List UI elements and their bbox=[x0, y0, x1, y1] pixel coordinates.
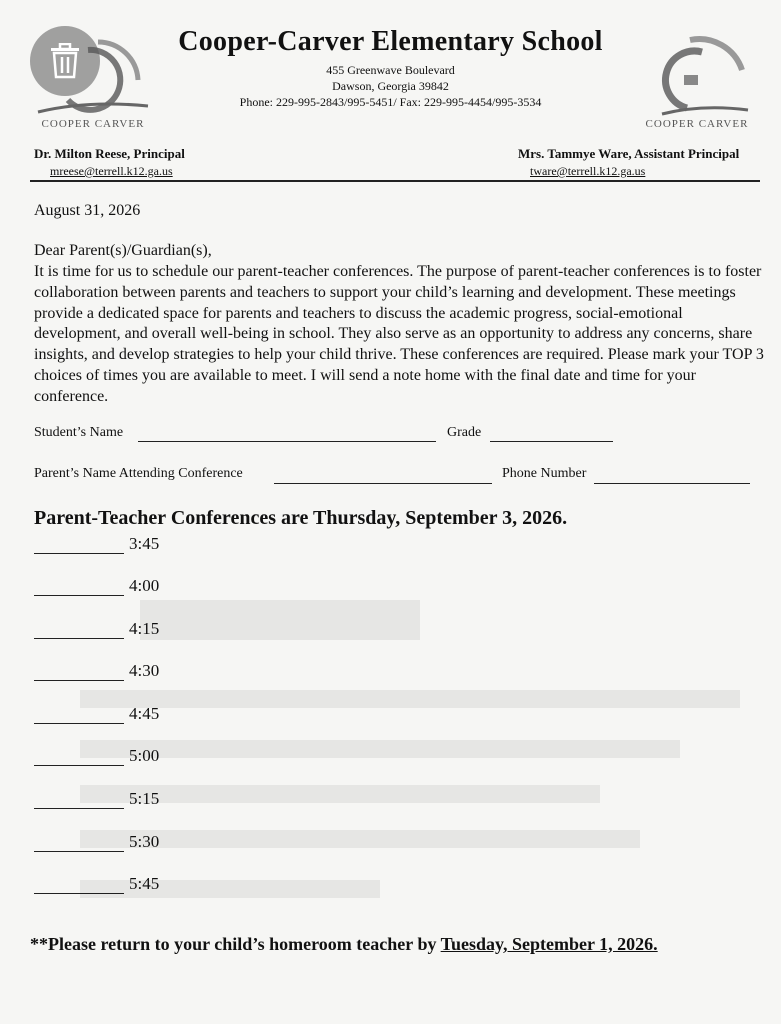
time-slot-label: 5:15 bbox=[129, 789, 160, 808]
time-slot-blank[interactable] bbox=[34, 680, 124, 681]
principal-email[interactable]: mreese@terrell.k12.ga.us bbox=[50, 164, 173, 178]
time-slot-blank[interactable] bbox=[34, 638, 124, 639]
time-slot-blank[interactable] bbox=[34, 851, 124, 852]
parent-info-row bbox=[34, 466, 764, 488]
assistant-principal-name: Mrs. Tammye Ware, Assistant Principal bbox=[518, 146, 740, 161]
return-deadline: Tuesday, September 1, 2026. bbox=[440, 934, 658, 954]
address-line-1: 455 Greenwave Boulevard bbox=[326, 63, 455, 77]
return-note: **Please return to your child’s homeroom teacher by bbox=[30, 934, 437, 954]
logo-text-right: COOPER CARVER bbox=[645, 118, 749, 130]
time-slot[interactable] bbox=[34, 576, 234, 600]
phone-fax-line: Phone: 229-995-2843/995-5451/ Fax: 229-995-4454/995-3534 bbox=[239, 95, 542, 109]
address-line-2: Dawson, Georgia 39842 bbox=[332, 79, 449, 93]
phone-number-label: Phone Number bbox=[502, 466, 587, 481]
time-slot-blank[interactable] bbox=[34, 553, 124, 554]
header-divider bbox=[30, 180, 760, 182]
time-slot-label: 4:30 bbox=[129, 661, 160, 680]
conference-heading: Parent-Teacher Conferences are Thursday, September 3, 2026. bbox=[34, 507, 568, 529]
time-slot-label: 4:45 bbox=[129, 704, 160, 723]
letter-date: August 31, 2026 bbox=[34, 202, 141, 219]
school-name: Cooper-Carver Elementary School bbox=[178, 26, 603, 57]
time-slot-blank[interactable] bbox=[34, 765, 124, 766]
time-slot-label: 3:45 bbox=[129, 534, 160, 553]
assistant-principal-email[interactable]: tware@terrell.k12.ga.us bbox=[530, 164, 646, 178]
time-slot[interactable] bbox=[34, 832, 234, 856]
student-name-field[interactable] bbox=[138, 441, 436, 442]
time-slot-label: 5:00 bbox=[129, 746, 160, 765]
time-slot-label: 5:30 bbox=[129, 832, 160, 851]
time-slot-blank[interactable] bbox=[34, 808, 124, 809]
principal-name: Dr. Milton Reese, Principal bbox=[34, 146, 185, 161]
time-slot[interactable] bbox=[34, 789, 234, 813]
time-slot-blank[interactable] bbox=[34, 723, 124, 724]
salutation: Dear Parent(s)/Guardian(s), bbox=[34, 242, 212, 259]
parent-name-label: Parent’s Name Attending Conference bbox=[34, 466, 243, 481]
time-slot[interactable] bbox=[34, 661, 234, 685]
return-instructions bbox=[30, 934, 658, 955]
time-slot[interactable] bbox=[34, 746, 234, 770]
student-info-row bbox=[34, 425, 764, 447]
grade-field[interactable] bbox=[490, 441, 613, 442]
student-name-label: Student’s Name bbox=[34, 425, 124, 440]
time-slot[interactable] bbox=[34, 874, 234, 898]
time-slot[interactable] bbox=[34, 704, 234, 728]
time-slot-blank[interactable] bbox=[34, 893, 124, 894]
logo-text-left: COOPER CARVER bbox=[41, 118, 145, 130]
letter-body: It is time for us to schedule our parent-teacher conferences. The purpose of parent-teacher conferences is to foster collaboration between parents and teachers to support your child’s learning and development. These meetings provide a dedicated space for parents and teachers to discuss the academic progress, social-emotional development, and overall well-being in school. They also serve as an opportunity to address any concerns, share insights, and develop strategies to help your child thrive. These conferences are required. Please mark your TOP 3 choices of times you are available to meet. I will send a note home with the final date and time for your conference. bbox=[34, 263, 764, 405]
time-slot-label: 5:45 bbox=[129, 874, 160, 893]
parent-name-field[interactable] bbox=[274, 483, 492, 484]
phone-number-field[interactable] bbox=[594, 483, 750, 484]
time-slot[interactable] bbox=[34, 534, 234, 558]
time-slot-blank[interactable] bbox=[34, 595, 124, 596]
time-slot[interactable] bbox=[34, 619, 234, 643]
time-slot-label: 4:15 bbox=[129, 619, 160, 638]
time-slot-label: 4:00 bbox=[129, 576, 160, 595]
grade-label: Grade bbox=[447, 425, 482, 440]
